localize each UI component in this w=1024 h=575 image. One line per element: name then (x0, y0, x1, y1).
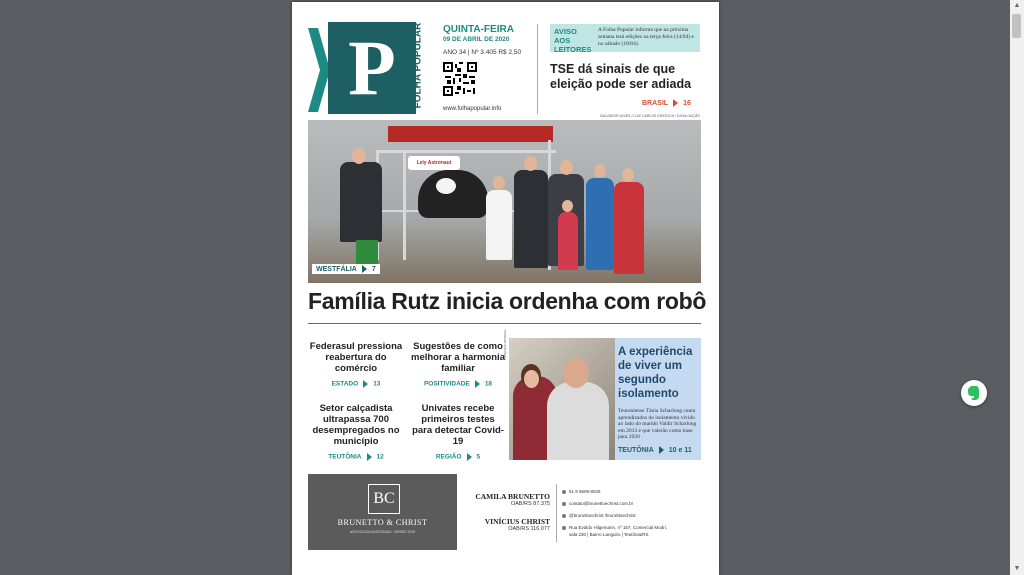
story-headline[interactable]: Sugestões de como melhorar a harmonia familiar (411, 341, 505, 374)
story-headline[interactable]: Federasul pressiona reabertura do comércio (309, 341, 403, 374)
firm-monogram: BC (368, 484, 400, 514)
divider (308, 323, 701, 324)
contact-social: @brunettoechrist /brunettoechrist (562, 513, 636, 518)
advertisement[interactable] (308, 474, 457, 550)
phone-icon (562, 490, 566, 494)
story-headline[interactable]: Setor calçadista ultrapassa 700 desempregados no município (312, 403, 400, 447)
arrow-icon (673, 99, 678, 107)
chevron-logo-icon (308, 28, 330, 112)
story-section-ref: ESTADO 13 (331, 380, 381, 388)
story-section-ref: REGIÃO 5 (435, 453, 481, 461)
person (586, 178, 614, 270)
website-link[interactable]: www.folhapopular.info (443, 106, 502, 112)
person (340, 162, 382, 242)
social-icon (562, 514, 566, 518)
arrow-icon (475, 380, 480, 388)
tse-section-ref: BRASIL 16 (642, 99, 691, 107)
feature-section-ref: TEUTÔNIA 10 e 11 (618, 446, 692, 454)
milking-robot (388, 126, 553, 142)
evernote-icon[interactable] (961, 380, 987, 406)
feature-text: Teutoniense Tânia Scharlong conta aprendizados do isolamento vivido ao lado do marido Valdir Scharlong em 2013 e que valerão como base para 2020 (618, 408, 697, 440)
cow (418, 170, 488, 218)
story-section-ref: TEUTÔNIA 12 (328, 453, 384, 461)
lawyer-2: VINÍCIUS CHRIST OAB/RS 116.077 (484, 517, 550, 532)
contact-phone: 51 9 9609-8026 (562, 489, 601, 494)
qr-code-icon (443, 62, 477, 96)
divider (537, 24, 538, 114)
logo (328, 22, 416, 114)
scrollbar-thumb[interactable] (1012, 14, 1021, 38)
lawyer-1: CAMILA BRUNETTO OAB/RS 87.375 (475, 492, 550, 507)
mail-icon (562, 502, 566, 506)
contact-email: contato@brunettoechrist.com.br (562, 501, 633, 506)
issue-edition: ANO 34 | Nº 3.405 R$ 2,50 (443, 49, 522, 56)
photo-credit: SALVADOR ALVES / LUIZ CARLOS KRATOCH / DIVULGAÇÃO (600, 114, 700, 118)
notice-text: A Folha Popular informa que na próxima semana terá edições na terça-feira (14/04) e no sábado (18/04). (598, 27, 694, 47)
location-icon (562, 526, 566, 530)
westfalia-badge[interactable]: WESTFÁLIA 7 (312, 264, 380, 274)
robot-label: Lely Astronaut (408, 156, 460, 170)
divider (556, 484, 557, 542)
person (614, 182, 644, 274)
logo-letter: P (348, 24, 396, 111)
arrow-icon (467, 453, 472, 461)
notice-box (550, 24, 700, 52)
firm-subtitle: ADVOCACIA ASSOCIADA · DESDE 2015 (349, 530, 416, 534)
issue-day: QUINTA-FEIRA (443, 24, 514, 35)
feature-photo-credit: ARQUIVO PESSOAL (503, 329, 507, 358)
contact-address-line2: sala 230 | Bairro Languiru | Teutônia/RS (569, 532, 649, 537)
masthead-name: FOLHA POPULAR (412, 22, 424, 109)
main-photo[interactable] (308, 120, 701, 283)
story-headline[interactable]: Univates recebe primeiros testes para detectar Covid-19 (412, 403, 504, 447)
tse-headline[interactable]: TSE dá sinais de que eleição pode ser adiada (550, 62, 692, 91)
feature-photo (509, 338, 615, 460)
arrow-icon (363, 380, 368, 388)
newspaper-page (292, 2, 719, 575)
arrow-icon (362, 265, 367, 273)
notice-title: AVISO AOS LEITORES (554, 27, 592, 54)
main-headline[interactable]: Família Rutz inicia ordenha com robô (308, 288, 707, 314)
firm-name: BRUNETTO & CHRIST (337, 518, 428, 527)
feature-box[interactable] (509, 338, 701, 460)
issue-date: 09 DE ABRIL DE 2020 (443, 36, 510, 43)
scroll-up-icon[interactable]: ▲ (1013, 2, 1021, 9)
story-section-ref: POSITIVIDADE 18 (423, 380, 493, 388)
arrow-icon (367, 453, 372, 461)
scrollbar[interactable] (1010, 0, 1024, 575)
arrow-icon (659, 446, 664, 454)
person (558, 212, 578, 270)
person (514, 170, 548, 268)
person (486, 190, 512, 260)
scroll-down-icon[interactable]: ▼ (1013, 565, 1021, 572)
feature-headline: A experiência de viver um segundo isolamento (618, 346, 693, 400)
contact-address: Rua Evaldo Hilgemann, nº 157, Comercial Modri, (562, 525, 667, 530)
